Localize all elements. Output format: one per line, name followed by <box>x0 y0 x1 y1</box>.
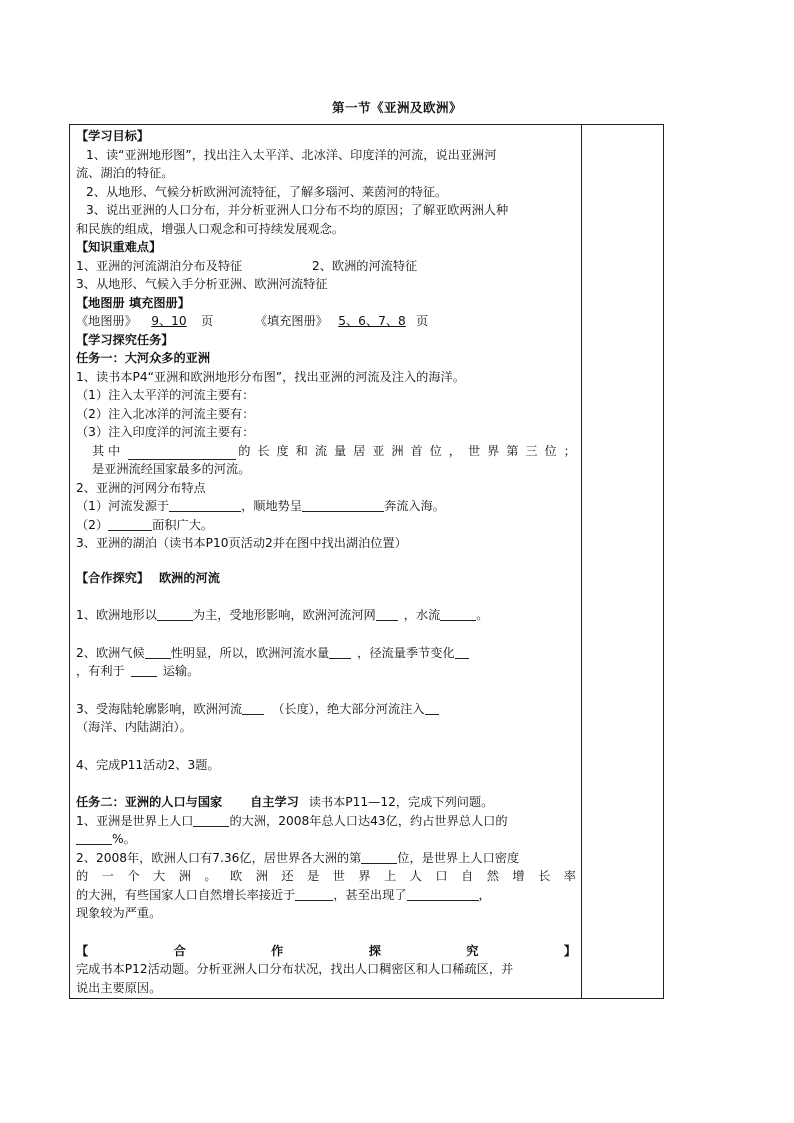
answer-blank[interactable] <box>193 813 229 827</box>
answer-blank[interactable] <box>128 446 236 460</box>
coop-heading-row <box>76 569 576 588</box>
fill-atlas-label: 《填充图册》 <box>254 314 328 328</box>
question-1-4-char: 居 <box>353 443 366 458</box>
task2-question-2-char: 大 <box>153 869 166 883</box>
coop2-heading <box>76 942 576 961</box>
question-1-1: （1）注入太平洋的河流主要有： <box>76 388 255 402</box>
page-title: 第一节《亚洲及欧洲》 <box>331 100 462 115</box>
task2-question-2-char: 口 <box>435 869 448 883</box>
atlas-row <box>76 312 576 331</box>
task2-question-2-char: 一 <box>101 869 114 883</box>
question-1-4-text <box>238 442 576 461</box>
answer-blank[interactable] <box>131 663 157 677</box>
task2-instructions: 读书本P11—12，完成下列问题。 <box>308 795 494 809</box>
coop-question-1-text-d: 。 <box>476 608 489 622</box>
task2-question-2-char: 上 <box>384 869 397 883</box>
coop2-heading-char: 作 <box>271 943 284 958</box>
question-1-4-char: 世 <box>467 443 481 458</box>
task2-question-2-char: 洲 <box>255 869 268 883</box>
task2-question-1-text-b: 的大洲，2008年总人口达43亿，约占世界总人口的 <box>229 813 508 828</box>
question-2-1-text-c: 奔流入海。 <box>384 499 445 513</box>
answer-blank[interactable] <box>455 645 469 659</box>
question-1-2: （2）注入北冰洋的河流主要有： <box>76 406 255 421</box>
keypoint-1: 1、亚洲的河流湖泊分布及特征 <box>76 258 243 273</box>
coop-question-2-text-d: ，有利于 <box>76 664 125 678</box>
coop2-heading-char: 探 <box>368 943 381 958</box>
coop-question-3-text-a: 3、受海陆轮廓影响，欧洲河流 <box>76 701 243 716</box>
task2-question-2-char: 欧 <box>230 869 243 883</box>
worksheet-table <box>69 124 664 999</box>
coop-question-3-text-b: （长度），绝大部分河流注入 <box>272 701 425 716</box>
keypoint-2: 2、欧洲的河流特征 <box>311 258 418 273</box>
task2-question-1-cont <box>76 830 576 849</box>
question-2-2-text-a: （2） <box>76 517 109 532</box>
coop-question-1-text-a: 1、欧洲地形以 <box>76 608 157 622</box>
keypoints-heading: 【知识重难点】 <box>76 240 162 254</box>
coop-question-1-text-b: 为主，受地形影响，欧洲河流河网 <box>192 608 376 622</box>
coop-question-4: 4、完成P11活动2、3题。 <box>76 757 220 772</box>
question-2-2-text-b: 面积广大。 <box>152 517 214 532</box>
question-1-4-char: 量 <box>333 443 347 458</box>
answer-blank[interactable] <box>302 498 384 512</box>
question-1-4-char: 位 <box>544 443 557 458</box>
question-1-4 <box>76 442 576 461</box>
task2-question-2-char: 是 <box>307 869 320 883</box>
question-1-4-char: 界 <box>487 443 500 458</box>
question-1: 1、读书本P4“亚洲和欧洲地形分布图”，找出亚洲的河流及注入的海洋。 <box>76 369 465 384</box>
coop-question-1-text-c: ，水流 <box>403 608 441 622</box>
question-1-3: （3）注入印度洋的河流主要有： <box>76 425 255 439</box>
task2-question-2-text-a: 2、2008年，欧洲人口有7.36亿，居世界各大洲的第 <box>76 850 362 865</box>
question-2-1 <box>76 497 576 516</box>
task2-question-2-char: 增 <box>512 869 525 883</box>
answer-blank[interactable] <box>329 645 351 659</box>
coop2-text-b: 说出主要原因。 <box>76 980 162 995</box>
question-1-4-char: 长 <box>257 443 270 458</box>
keypoints-row <box>76 257 576 276</box>
answer-blank[interactable] <box>425 701 439 715</box>
task2-question-2-text-b: 位，是世界上人口密度 <box>397 850 520 865</box>
question-1-4-char: 位 <box>429 443 442 458</box>
question-1-4-char: 的 <box>238 443 251 458</box>
task2-question-2-text-d: ，甚至出现了 <box>333 887 407 902</box>
keypoint-3: 3、从地形、气候入手分析亚洲、欧洲河流特征 <box>76 277 328 291</box>
atlas-page-unit: 页 <box>200 314 214 328</box>
task2-question-2-char: 洲 <box>178 869 191 883</box>
coop2-heading-char: 【 <box>76 943 89 958</box>
coop2-heading-char: 】 <box>563 943 576 958</box>
task2-question-2-char: 然 <box>486 869 499 883</box>
answer-blank[interactable] <box>361 850 397 864</box>
question-2-1-text-b: ，顺地势呈 <box>241 499 303 513</box>
answer-blank[interactable] <box>407 887 479 901</box>
coop-heading: 【合作探究】 <box>76 570 150 585</box>
task2-question-2-char: 个 <box>127 869 140 883</box>
question-1-4-char: 三 <box>525 443 538 458</box>
coop-question-2-text-b: 性明显，所以，欧洲河流水量 <box>170 645 330 660</box>
task2-question-2-char: 还 <box>281 869 294 883</box>
answer-blank[interactable] <box>157 607 193 621</box>
question-1-4-prefix: 其 中 <box>92 443 121 458</box>
task2-question-2-char: 人 <box>409 869 422 883</box>
objective-3a: 3、说出亚洲的人口分布，并分析亚洲人口分布不均的原因；了解亚欧两洲人种 <box>86 203 509 217</box>
task2-question-2-char: 世 <box>332 869 345 883</box>
worksheet-content <box>76 127 576 997</box>
question-1-4-char: ， <box>448 443 461 458</box>
fill-atlas-page-unit: 页 <box>416 314 429 328</box>
task2-question-2-char: 。 <box>204 869 217 883</box>
task2-question-2-text-c: 的大洲，有些国家人口自然增长率接近于 <box>76 887 296 902</box>
question-2-1-text-a: （1）河流发源于 <box>76 499 170 513</box>
answer-blank[interactable] <box>108 517 152 531</box>
coop-question-2-text-e: 运输。 <box>162 664 200 678</box>
column-divider <box>581 125 582 998</box>
question-1-4-char: 度 <box>276 443 289 458</box>
coop-question-3 <box>76 700 576 719</box>
task2-question-1-text-a: 1、亚洲是世界上人口 <box>76 813 194 828</box>
coop2-heading-char: 合 <box>173 943 186 958</box>
question-1-4-char: 流 <box>314 443 327 458</box>
task2-title-row <box>76 793 576 812</box>
question-1-4-char: 亚 <box>372 443 385 458</box>
task2-self-study: 自主学习 <box>250 795 299 809</box>
atlas-pages: 9、10 <box>151 314 187 328</box>
task2-question-2-line4: 现象较为严重。 <box>76 906 162 920</box>
atlas-label: 《地图册》 <box>76 314 137 328</box>
question-1-4-char: 洲 <box>391 443 404 458</box>
task2-question-2-line3 <box>76 886 576 905</box>
coop2-text-a: 完成书本P12活动题。分析亚洲人口分布状况，找出人口稠密区和人口稀疏区，并 <box>76 962 514 976</box>
question-2: 2、亚洲的河网分布特点 <box>76 480 206 495</box>
objective-1a: 1、读“亚洲地形图”，找出注入太平洋、北冰洋、印度洋的河流，说出亚洲河 <box>86 147 497 162</box>
question-1-4-char: 和 <box>295 443 308 458</box>
task2-question-2-char: 自 <box>461 869 474 883</box>
coop-question-2-text-a: 2、欧洲气候 <box>76 645 145 660</box>
objective-2: 2、从地形、气候分析欧洲河流特征，了解多瑙河、莱茵河的特征。 <box>86 184 448 199</box>
answer-blank[interactable] <box>242 701 264 715</box>
task2-question-2-char: 率 <box>563 869 576 883</box>
coop-question-3-cont: （海洋、内陆湖泊）。 <box>76 720 192 734</box>
answer-blank[interactable] <box>76 831 112 845</box>
atlas-heading: 【地图册 填充图册】 <box>76 295 190 310</box>
question-3: 3、亚洲的湖泊（读书本P10页活动2并在图中找出湖泊位置） <box>76 536 407 550</box>
task2-question-2-char: 长 <box>538 869 551 883</box>
question-1-4-char: 首 <box>410 443 423 458</box>
coop-question-2-text-c: ，径流量季节变化 <box>357 645 455 660</box>
coop-question-2 <box>76 644 576 663</box>
task1-title: 任务一：大河众多的亚洲 <box>76 351 211 365</box>
task2-question-1-text-c: %。 <box>112 832 136 846</box>
task2-question-2 <box>76 849 576 868</box>
coop-question-2-cont <box>76 662 576 681</box>
coop-question-1 <box>76 606 576 625</box>
objectives-heading: 【学习目标】 <box>76 129 150 143</box>
task2-question-2-char: 的 <box>76 869 89 883</box>
objective-1b: 流、湖泊的特征。 <box>76 166 174 180</box>
coop-topic: 欧洲的河流 <box>159 570 220 585</box>
objective-3b: 和民族的组成，增强人口观念和可持续发展观念。 <box>76 221 345 236</box>
explore-heading: 【学习探究任务】 <box>76 332 174 347</box>
coop2-heading-char: 究 <box>466 943 479 958</box>
question-1-4-char: 第 <box>506 443 519 458</box>
question-2-2 <box>76 516 576 535</box>
answer-blank[interactable] <box>169 498 241 512</box>
task2-question-2-char: 界 <box>358 869 371 883</box>
answer-blank[interactable] <box>145 645 171 659</box>
task2-question-2-text-e: ， <box>478 887 491 902</box>
task2-question-1 <box>76 812 576 831</box>
answer-blank[interactable] <box>440 607 476 621</box>
question-1-4-char: ； <box>563 443 576 458</box>
answer-blank[interactable] <box>295 887 333 901</box>
question-1-5: 是亚洲流经国家最多的河流。 <box>92 462 251 476</box>
task2-question-2-line2 <box>76 867 576 886</box>
task2-title: 任务二：亚洲的人口与国家 <box>76 795 223 809</box>
fill-atlas-pages: 5、6、7、8 <box>338 314 406 328</box>
answer-blank[interactable] <box>376 607 398 621</box>
